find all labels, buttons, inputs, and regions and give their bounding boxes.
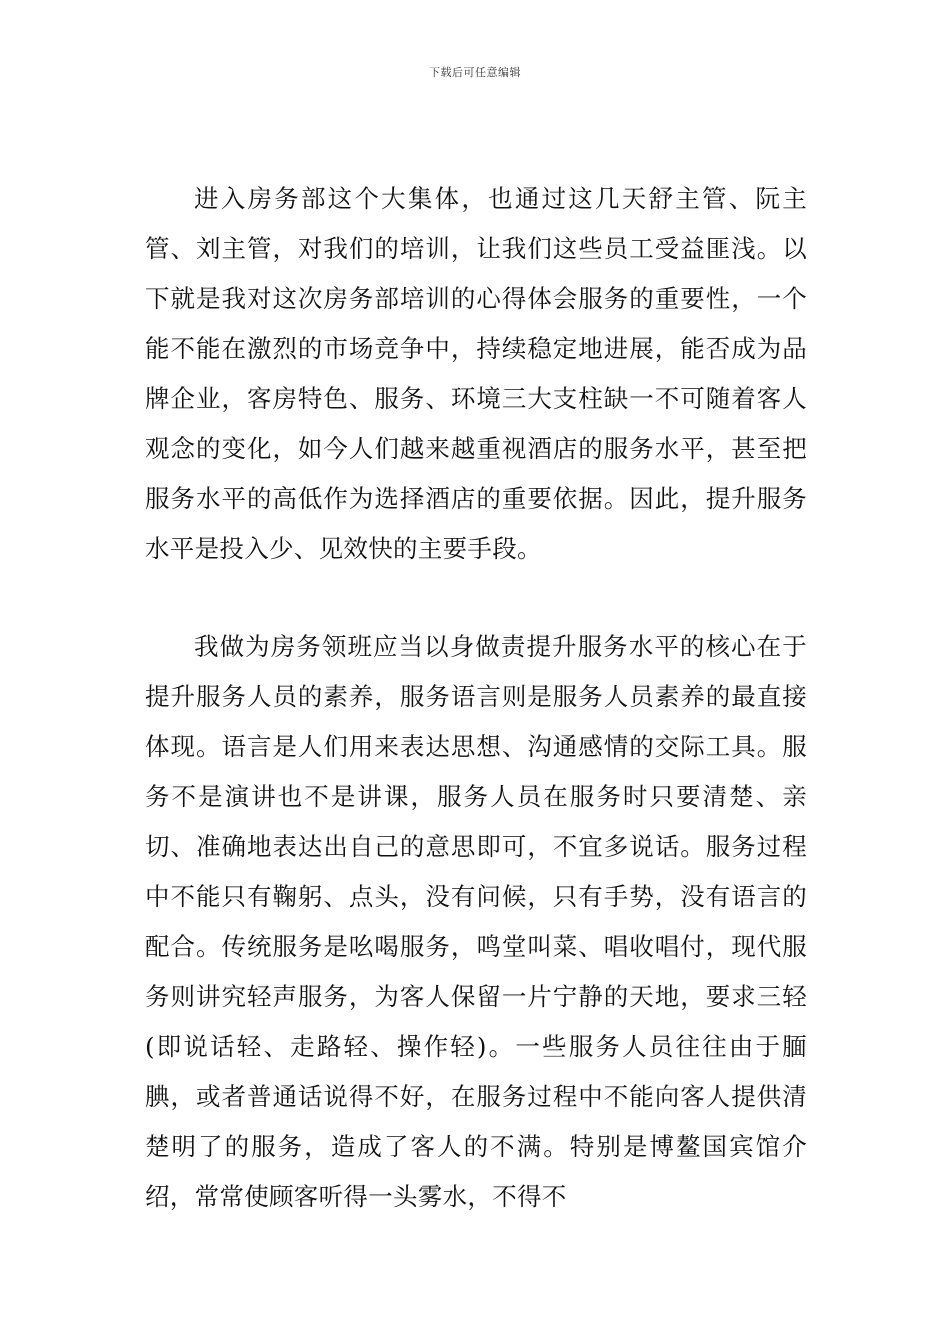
paragraph-2: 我做为房务领班应当以身做责提升服务水平的核心在于提升服务人员的素养，服务语言则是服务人员素养的最直接体现。语言是人们用来表达思想、沟通感情的交际工具。服务不是演讲也不是讲课，服务人员在服务时只要清楚、亲切、准确地表达出自己的意思即可，不宜多说话。服务过程中不能只有鞠躬、点头，没有问候，只有手势，没有语言的配合。传统服务是吆喝服务，鸣堂叫菜、唱收唱付，现代服务则讲究轻声服务，为客人保留一片宁静的天地，要求三轻(即说话轻、走路轻、操作轻)。一些服务人员往往由于腼腆，或者普通话说得不好，在服务过程中不能向客人提供清楚明了的服务，造成了客人的不满。特别是博鳌国宾馆介绍，常常使顾客听得一头雾水，不得不	[145, 632, 807, 1211]
paragraph-1: 进入房务部这个大集体，也通过这几天舒主管、阮主管、刘主管，对我们的培训，让我们这些员工受益匪浅。以下就是我对这次房务部培训的心得体会服务的重要性，一个能不能在激烈的市场竞争中，持续稳定地进展，能否成为品牌企业，客房特色、服务、环境三大支柱缺一不可随着客人观念的变化，如今人们越来越重视酒店的服务水平，甚至把服务水平的高低作为选择酒店的重要依据。因此，提升服务水平是投入少、见效快的主要手段。	[145, 184, 807, 563]
header-note: 下载后可任意编辑	[429, 66, 521, 79]
